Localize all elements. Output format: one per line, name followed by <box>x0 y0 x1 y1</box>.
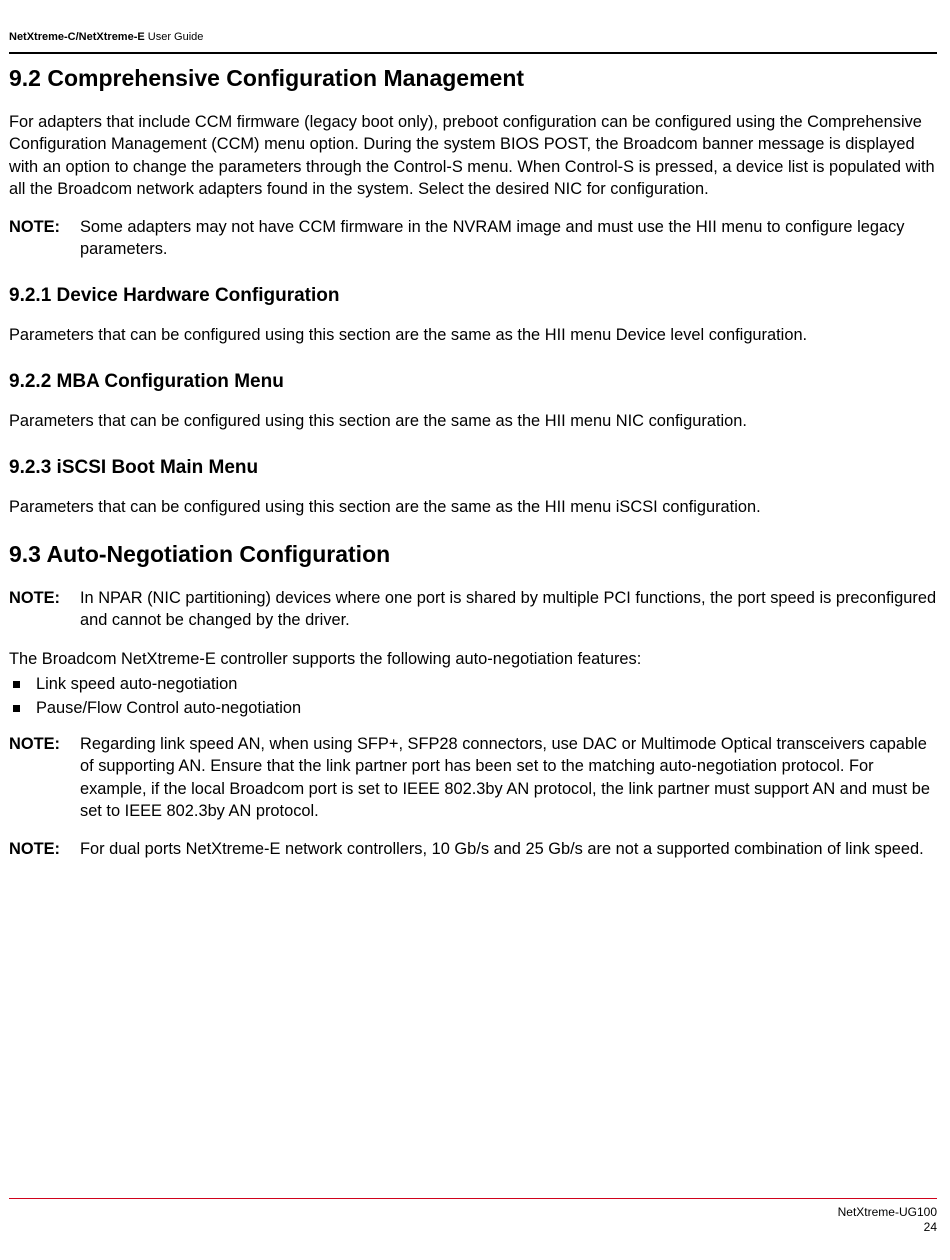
note-dual-port <box>9 838 937 860</box>
section-9-2-paragraph: For adapters that include CCM firmware (legacy boot only), preboot configuration can be configured using the Comprehensive Configuration Management (CCM) menu option. During the system BIOS POST, the Broadcom banner message is displayed with an option to change the parameters through the Control-S menu. When Control-S is pressed, a device list is populated with all the Broadcom network adapters found in the system. Select the desired NIC for configuration. <box>9 113 935 198</box>
header-guide: User Guide <box>147 31 204 43</box>
footer-rule <box>9 1198 937 1199</box>
section-9-2-3-paragraph: Parameters that can be configured using this section are the same as the HII menu iSCSI configuration. <box>9 498 761 516</box>
note-label: NOTE: <box>9 735 60 753</box>
note-npar <box>9 587 937 632</box>
footer-page-number: 24 <box>923 1220 937 1234</box>
bullet-square-icon <box>13 705 20 712</box>
note-ccm-firmware <box>9 216 937 261</box>
list-item <box>9 673 237 695</box>
note-label: NOTE: <box>9 218 60 236</box>
running-header <box>9 31 203 43</box>
section-9-3-heading: 9.3 Auto-Negotiation Configuration <box>9 541 391 567</box>
list-item-text: Link speed auto-negotiation <box>36 675 238 693</box>
list-item-text: Pause/Flow Control auto-negotiation <box>36 699 302 717</box>
header-product: NetXtreme-C/NetXtreme-E <box>9 31 145 43</box>
note-text: Some adapters may not have CCM firmware in the NVRAM image and must use the HII menu to configure legacy parameters. <box>80 218 905 259</box>
note-text: In NPAR (NIC partitioning) devices where one port is shared by multiple PCI functions, the port speed is preconfigured and cannot be changed by the driver. <box>80 589 937 630</box>
footer-document-id: NetXtreme-UG100 <box>837 1205 937 1219</box>
header-rule <box>9 52 937 54</box>
section-9-3-intro: The Broadcom NetXtreme-E controller supports the following auto-negotiation features: <box>9 650 642 668</box>
note-text: For dual ports NetXtreme-E network controllers, 10 Gb/s and 25 Gb/s are not a supported combination of link speed. <box>80 840 924 858</box>
section-9-2-heading: 9.2 Comprehensive Configuration Management <box>9 65 525 91</box>
section-9-2-2-paragraph: Parameters that can be configured using this section are the same as the HII menu NIC configuration. <box>9 412 747 430</box>
section-9-2-2-heading: 9.2.2 MBA Configuration Menu <box>9 371 284 392</box>
note-label: NOTE: <box>9 589 60 607</box>
list-item <box>9 697 301 719</box>
section-9-2-3-heading: 9.2.3 iSCSI Boot Main Menu <box>9 457 259 478</box>
section-9-2-1-heading: 9.2.1 Device Hardware Configuration <box>9 285 340 306</box>
bullet-square-icon <box>13 681 20 688</box>
note-link-speed-an <box>9 733 937 822</box>
section-9-2-1-paragraph: Parameters that can be configured using this section are the same as the HII menu Device level configuration. <box>9 326 808 344</box>
note-label: NOTE: <box>9 840 60 858</box>
note-text: Regarding link speed AN, when using SFP+, SFP28 connectors, use DAC or Multimode Optical transceivers capable of supporting AN. Ensure that the link partner port has been set to the matching auto-negotiation protocol. For example, if the local Broadcom port is set to IEEE 802.3by AN protocol, the link partner must support AN and must be set to IEEE 802.3by AN protocol. <box>80 735 931 820</box>
